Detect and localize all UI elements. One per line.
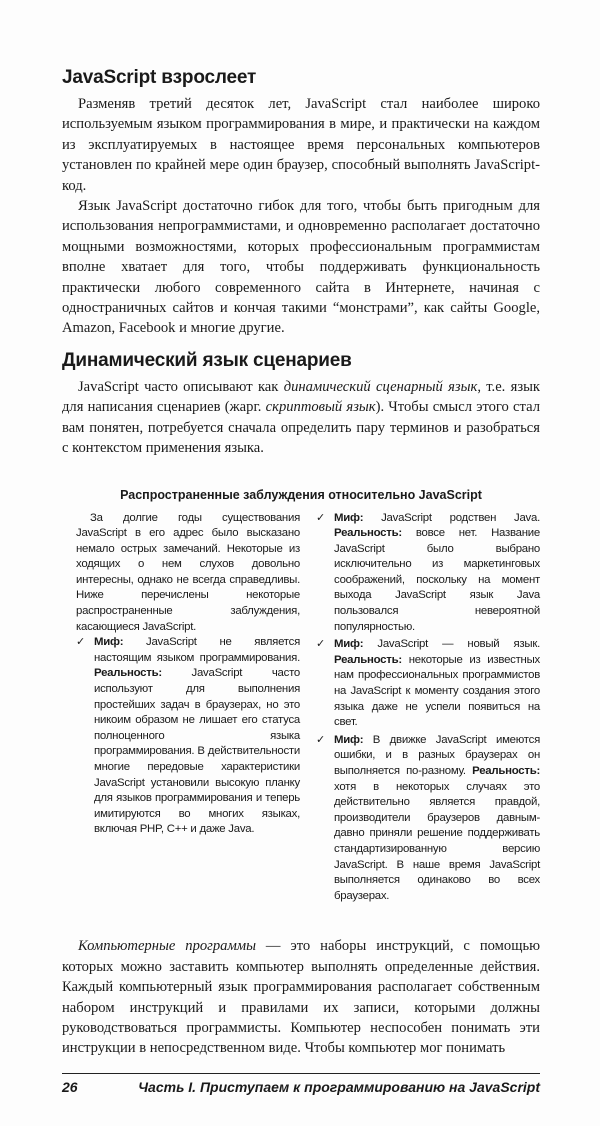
text: — это наборы инструкций, с помощью которых можно заставить компьютер выполнять определенные действия. Каждый компьютерный язык программирования располагает собственным набором инструкций и правилами их записи, которыми должны руководствоваться программисты. Компьютер неспособен понимать эти инструкции в непосредственном виде. Чтобы компьютер мог понимать — [62, 938, 541, 1057]
myth-label: Миф: — [94, 636, 124, 649]
check-icon: ✓ — [316, 511, 325, 524]
page-number: 26 — [62, 1078, 78, 1095]
reality-label: Реальность: — [94, 667, 162, 680]
sidebar-intro: За долгие годы существования JavaScript в его адрес было высказано немало острых замечаний. Некоторые из ходящих о нем слухов довольно интересны, однако не всегда справедливы. Ниже перечислены некоторые распространенные заблуждения, касающиеся JavaScript. — [76, 511, 300, 633]
reality-label: Реальность: — [472, 765, 540, 777]
reality-text: вовсе нет. Название JavaScript было выбрано исключительно из маркетинговых соображений, поскольку на момент выхода JavaScript язык Java пользовался невероятной популярностью. — [334, 527, 540, 633]
myth-label: Миф: — [334, 511, 364, 524]
reality-text: некоторые из известных нам профессиональных программистов на JavaScript к моменту создания этого языка даже не успели появиться на свет. — [334, 653, 540, 729]
myth-item — [316, 637, 540, 731]
sidebar — [62, 511, 540, 907]
text: JavaScript часто описывают как — [78, 378, 284, 395]
check-icon: ✓ — [316, 638, 325, 651]
check-icon: ✓ — [316, 733, 325, 746]
reality-text: хотя в некоторых случаях это действительно является правдой, производители браузеров давным-давно приняли решение поддерживать стандартизированную версию JavaScript. В наше время JavaScript выполняется одинаково во всех браузерах. — [334, 780, 540, 902]
reality-label: Реальность: — [334, 527, 402, 540]
myth-item — [316, 511, 540, 636]
part-title: Часть I. Приступаем к программированию на JavaScript — [138, 1078, 540, 1095]
footer-divider — [62, 1073, 540, 1074]
myth-label: Миф: — [334, 733, 364, 746]
section-programs-body — [62, 936, 540, 1058]
text: ). Чтобы смысл этого стал вам понятен, потребуется сначала определить пару терминов и разобраться с контекстом применения языка. — [62, 399, 540, 457]
section-heading-dynamic-language: Динамический язык сценариев — [62, 349, 352, 371]
myth-list — [76, 635, 300, 838]
sidebar-title: Распространенные заблуждения относительно JavaScript — [120, 487, 482, 502]
italic-term: скриптовый язык — [265, 399, 376, 416]
italic-term: динамический сценарный язык — [283, 378, 478, 395]
myth-label: Миф: — [334, 638, 364, 651]
paragraph — [62, 377, 540, 459]
myth-text: В движке JavaScript имеются ошибки, и в разных браузерах он выполняется по-разному. — [334, 733, 540, 777]
text: , т.е. язык для написания сценариев (жарг. — [62, 378, 541, 416]
reality-text: JavaScript часто используют для выполнения простейших задач в браузерах, но это никоим образом не лишает его статуса полноценного языка программирования. В действительности многие передовые характеристики JavaScript установили высокую планку для языков программирования и теперь имитируются во многих языках, включая PHP, C++ и даже Java. — [94, 667, 300, 836]
italic-term: Компьютерные программы — [78, 938, 256, 955]
myth-text: JavaScript не является настоящим языком программирования. — [94, 636, 300, 664]
myth-item — [316, 733, 540, 905]
section-js-matures-body — [62, 94, 540, 339]
myth-list — [316, 511, 540, 905]
myth-item — [76, 635, 300, 838]
myth-text: JavaScript родствен Java. — [363, 511, 540, 524]
section-heading-js-matures: JavaScript взрослеет — [62, 67, 257, 88]
paragraph — [62, 936, 540, 1058]
sidebar-left-column — [76, 511, 300, 907]
myth-text: JavaScript — новый язык. — [363, 638, 540, 651]
reality-label: Реальность: — [334, 653, 402, 666]
page-footer — [62, 1078, 540, 1096]
check-icon: ✓ — [76, 636, 85, 649]
sidebar-right-column — [316, 511, 540, 907]
paragraph: Язык JavaScript достаточно гибок для того, чтобы быть пригодным для использования непрограммистами, и одновременно располагает достаточно мощными возможностями, которых профессиональным программистам вполне хватает для того, чтобы поддерживать функциональность практически любого современного сайта в Интернете, начиная с одностраничных сайтов и кончая такими “монстрами”, как сайты Google, Amazon, Facebook и многие другие. — [62, 198, 540, 337]
paragraph: Разменяв третий десяток лет, JavaScript стал наиболее широко используемым языком программирования в мире, и практически на каждом из эксплуатируемых в настоящее время персональных компьютеров установлен по крайней мере один браузер, способный выполнять JavaScript-код. — [62, 96, 540, 194]
section-dynamic-language-body — [62, 377, 540, 459]
